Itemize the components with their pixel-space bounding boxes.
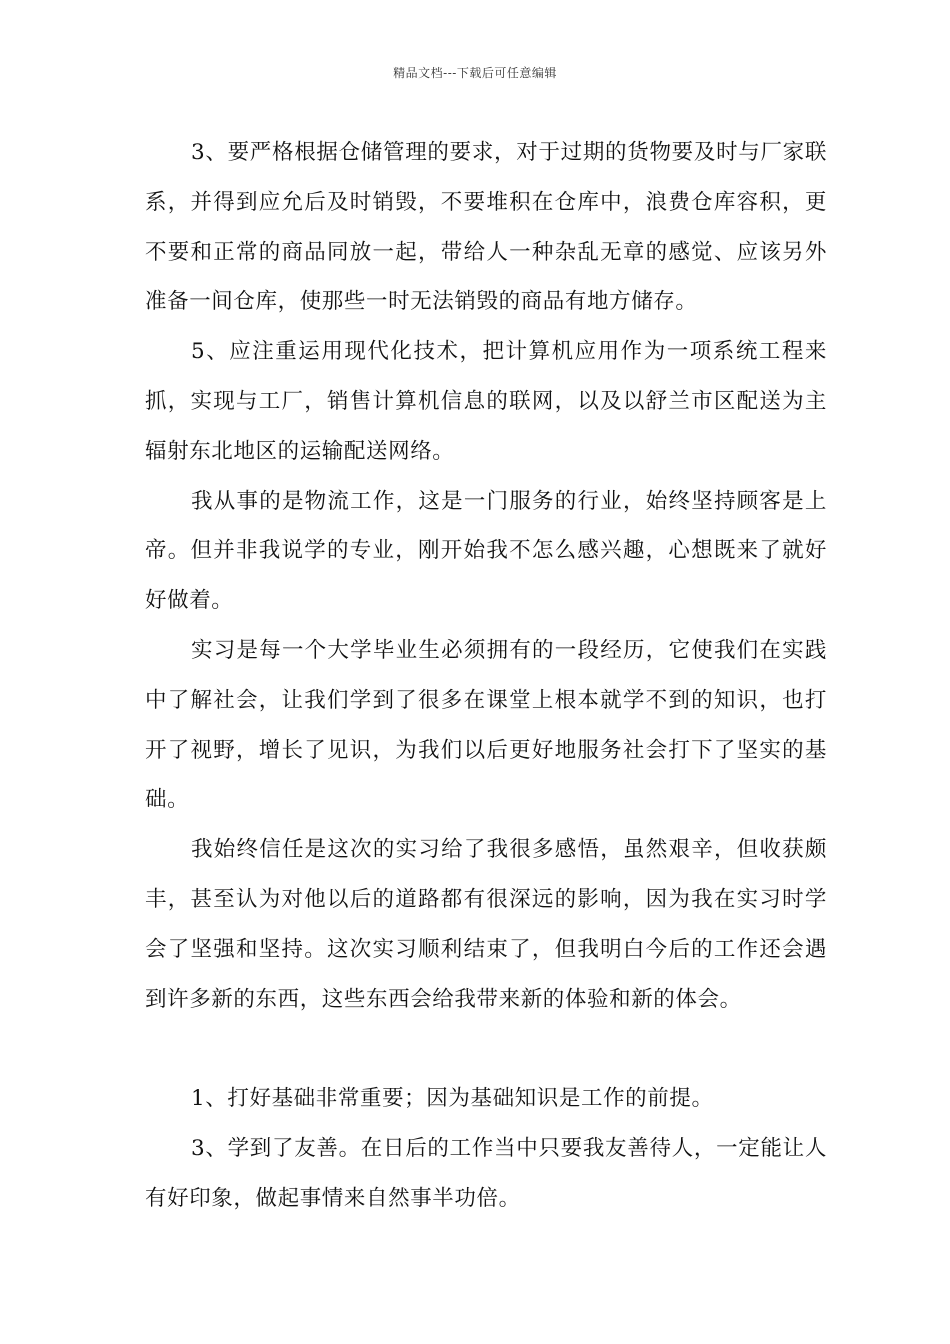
paragraph-foundation: 1、打好基础非常重要；因为基础知识是工作的前提。 xyxy=(191,1086,714,1112)
paragraph-modern-technology: 5、应注重运用现代化技术，把计算机应用作为一项系统工程来抓，实现与工厂，销售计算机信息的联网，以及以舒兰市区配送为主辐射东北地区的运输配送网络。 xyxy=(145,339,827,464)
paragraph-internship-reflection: 我始终信任是这次的实习给了我很多感悟，虽然艰辛，但收获颇丰，甚至认为对他以后的道路都有很深远的影响，因为我在实习时学会了坚强和坚持。这次实习顺利结束了，但我明白今后的工作还会遇到许多新的东西，这些东西会给我带来新的体验和新的体会。 xyxy=(145,837,827,1012)
paragraph-spacer xyxy=(145,1024,827,1074)
paragraph-logistics-work: 我从事的是物流工作，这是一门服务的行业，始终坚持顾客是上帝。但并非我说学的专业，刚开始我不怎么感兴趣，心想既来了就好好做着。 xyxy=(145,488,827,614)
document-body xyxy=(145,128,827,1224)
paragraph-kindness: 3、学到了友善。在日后的工作当中只要我友善待人，一定能让人有好印象，做起事情来自然事半功倍。 xyxy=(145,1136,827,1211)
page-header: 精品文档---下载后可任意编辑 xyxy=(393,66,557,80)
paragraph-storage-rules: 3、要严格根据仓储管理的要求，对于过期的货物要及时与厂家联系，并得到应允后及时销毁，不要堆积在仓库中，浪费仓库容积，更不要和正常的商品同放一起，带给人一种杂乱无章的感觉、应该另外准备一间仓库，使那些一时无法销毁的商品有地方储存。 xyxy=(145,140,827,315)
paragraph-internship-experience: 实习是每一个大学毕业生必须拥有的一段经历，它使我们在实践中了解社会，让我们学到了很多在课堂上根本就学不到的知识，也打开了视野，增长了见识，为我们以后更好地服务社会打下了坚实的基础。 xyxy=(145,637,827,813)
